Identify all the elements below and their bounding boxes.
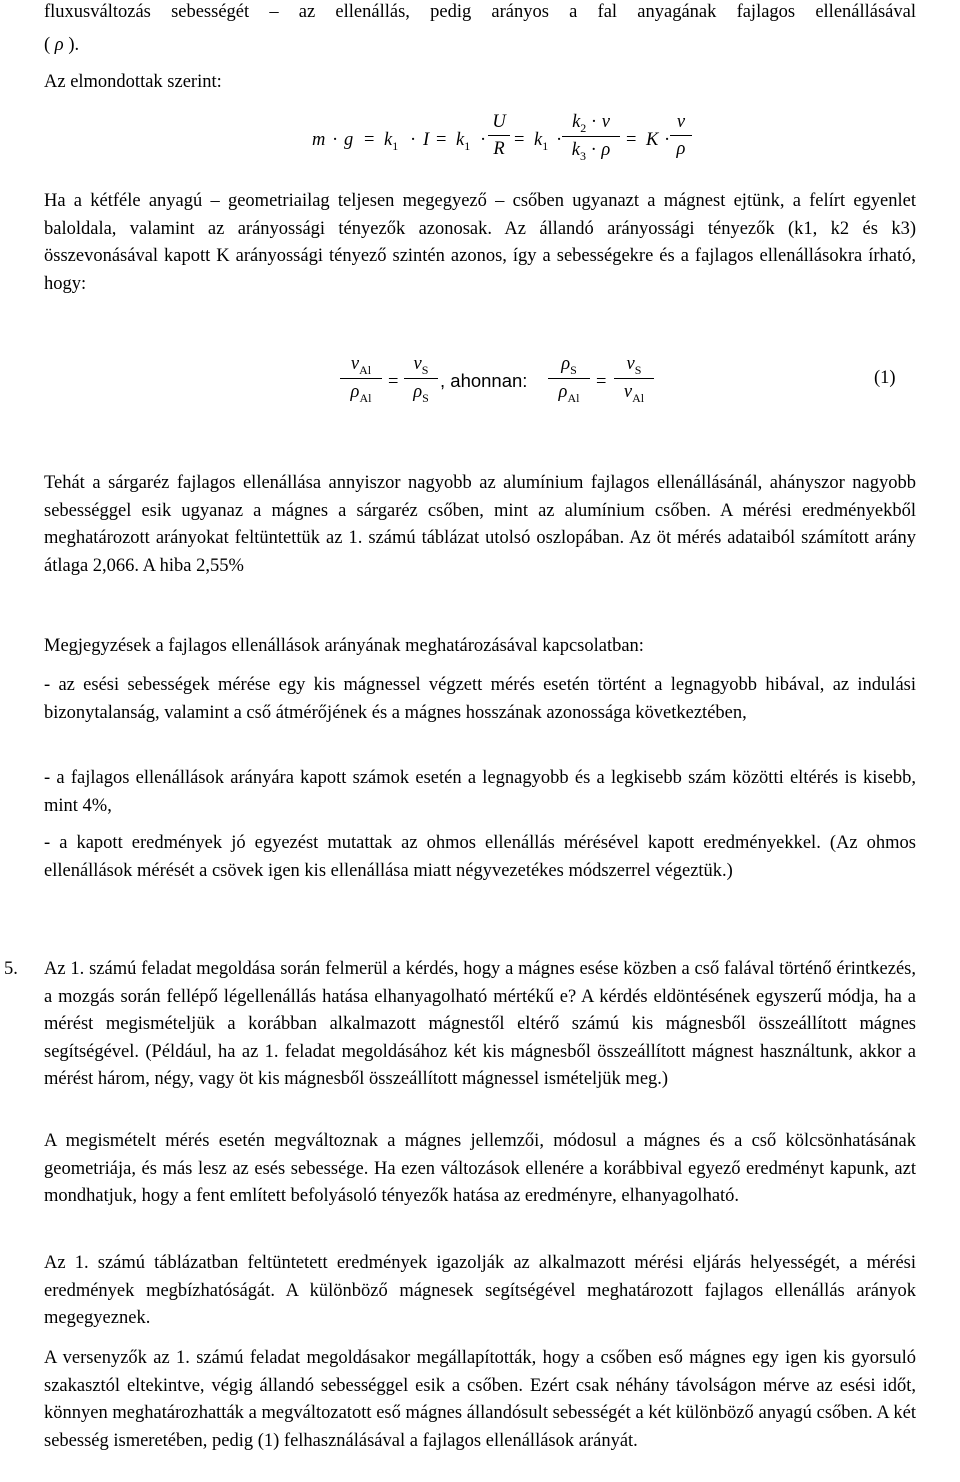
intro-line-3: Az elmondottak szerint: [44,72,222,92]
fraction-vS-over-rhoS: $\frac{v_S}{\rho_S}$ [404,352,438,405]
rho-symbol: ρ [54,35,64,55]
fraction-k2v-over-k3rho: $\frac{k_2 \cdot v}{k_3 \cdot \rho}$ [562,110,620,163]
document-page: fluxusváltozás sebességét – az ellenállás, pedig arányos a fal anyagának fajlagos ellenállásával ( ρ ). Az elmondottak szerint: m · g = $k_1$ · I = $k_1$ · $\frac{U}{R}$ = $k_1$ · $\frac{k_2 \cdot v}{k_3 \cdot \rho}$ = K · $\frac{v}{\rho}$ Ha a kétféle anyagú – geometriailag teljesen megegyező – csőben ugyanazt a mágnest ejtünk, a felírt egyenlet baloldala, valamint az arányossági tényezők azonosak. Az állandó arányossági tényezők (k1, k2 és k3) összevonásával kapott K arányossági tényező szintén azonos, így a sebességekre és a fajlagos ellenállásokra írható, hogy: $v_{Al}$ $\rho_{Al}$ = $\frac{v_S}{\rho_S}$ , ahonnan: $\rho_S$ $\rho_{Al}$ = $v_S$ $v_{Al}$ (1) Tehát a sárgaréz fajlagos ellenállása annyiszor nagyobb az alumínium fajlagos ellenállásánál, ahányszor nagyobb sebességgel esik ugyanaz a mágnes a sárgaréz csőben, mint az alumínium csőben. A mérési eredményekből meghatározott arányokat feltüntettük az 1. számú táblázat utolsó oszlopában. Az öt mérés adataiból számított arány átlaga 2,066. A hiba 2,55% Megjegyzések a fajlagos ellenállások arányának meghatározásával kapcsolatban: - az esési sebességek mérése egy kis mágnessel végzett mérés esetén történt a legnagyobb hibával, az indulási bizonytalanság, valamint a cső átmérőjének és a mágnes hosszának azonossága következtében, - a fajlagos ellenállások arányára kapott számok esetén a legnagyobb és a legkisebb szám közötti eltérés is kisebb, mint 4%, - a kapott eredmények jó egyezést mutattak az ohmos ellenállás mérésével kapott eredményekkel. (Az ohmos ellenállások mérését a csövek igen kis ellenállása miatt négyvezetékes módszerrel végeztük.) 5. Az 1. számú feladat megoldása során felmerül a kérdés, hogy a mágnes esése közben a cső falával történő érintkezés, a mozgás során fellépő légellenállás hatása elhanyagolható mértékű e? A kérdés eldöntésének egyszerű módja, ha a mérést megismételjük a korábban alkalmazott mágnestől eltérő számú kis mágnesből összeállított mágnes segítségével. (Például, ha az 1. feladat megoldásához két kis mágnesből összeállított mágnest használtunk, akkor a mérést három, négy, vagy öt kis mágnesből összeállított mágnessel ismételjük meg.) A megismételt mérés esetén megváltoznak a mágnes jellemzői, módosul a mágnes és a cső kölcsönhatásának geometriája, és más lesz az esés sebessége. Ha ezen változások ellenére a korábbival egyező eredményt kapunk, azt mondhatjuk, hogy a fent említett befolyásoló tényezők hatása az eredményre, elhanyagolható. Az 1. számú táblázatban feltüntetett eredmények igazolják az alkalmazott mérési eljárás helyességét, a mérési eredmények megbízhatóságát. A különböző mágnesek segítségével meghatározott fajlagos ellenállás arányok megegyeznek. A versenyzők az 1. számú feladat megoldásakor megállapították, hogy a csőben eső mágnes egy igen kis gyorsuló szakasztól eltekintve, végig állandó sebességgel esik a csőben. Ezért csak néhány távolságon mérve az esési időt, könnyen meghatározhatták a megváltozatott eső mágnes állandósult sebességét a két különböző anyagú csőben. A két sebesség ismeretében, pedig (1) felhasználásával a fajlagos ellenállások arányát. [0,0,960,1482]
fraction-v-over-rho: $\frac{v}{\rho}$ [670,110,692,161]
fraction-vS-over-vAl: $v_S$ $v_{Al}$ [614,352,654,405]
intro-line-1: fluxusváltozás sebességét – az ellenállás, pedig arányos a fal anyagának fajlagos ellenállásával [44,2,916,22]
paragraph-result: Tehát a sárgaréz fajlagos ellenállása annyiszor nagyobb az alumínium fajlagos ellenállásánál, ahányszor nagyobb sebességgel esik ugyanaz a mágnes a sárgaréz csőben, mint az alumínium csőben. A mérési eredményekből meghatározott arányokat feltüntettük az 1. számú táblázat utolsó oszlopában. Az öt mérés adataiból számított arány átlaga 2,066. A hiba 2,55% [44,473,916,576]
note-item-2: - a fajlagos ellenállások arányára kapott számok esetén a legnagyobb és a legkisebb szám közötti eltérés is kisebb, mint 4%, [44,768,916,816]
section5-paragraph-4: A versenyzők az 1. számú feladat megoldásakor megállapították, hogy a csőben eső mágnes egy igen kis gyorsuló szakasztól eltekintve, végig állandó sebességgel esik a csőben. Ezért csak néhány távolságon mérve az esési időt, könnyen meghatározhatták a megváltozatott eső mágnes állandósult sebességét a két különböző anyagú csőben. A két sebesség ismeretében, pedig (1) felhasználásával a fajlagos ellenállások arányát. [44,1348,916,1451]
note-item-1: - az esési sebességek mérése egy kis mágnessel végzett mérés esetén történt a legnagyobb hibával, az indulási bizonytalanság, valamint a cső átmérőjének és a mágnes hosszának azonossága következtében, [44,675,916,723]
paragraph-identical-tubes: Ha a kétféle anyagú – geometriailag teljesen megegyező – csőben ugyanazt a mágnest ejtünk, a felírt egyenlet baloldala, valamint az arányossági tényezők azonosak. Az állandó arányossági tényezők (k1, k2 és k3) összevonásával kapott K arányossági tényező szintén azonos, így a sebességekre és a fajlagos ellenállásokra írható, hogy: [44,191,916,294]
section5-paragraph-2: A megismételt mérés esetén megváltoznak a mágnes jellemzői, módosul a mágnes és a cső kölcsönhatásának geometriája, és más lesz az esés sebessége. Ha ezen változások ellenére a korábbival egyező eredményt kapunk, azt mondhatjuk, hogy a fent említett befolyásoló tényezők hatása az eredményre, elhanyagolható. [44,1131,916,1207]
intro-line-2: ( ρ ). [44,35,80,55]
fraction-U-over-R: $\frac{U}{R}$ [488,110,510,161]
fraction-rhoS-over-rhoAl: $\rho_S$ $\rho_{Al}$ [548,352,590,405]
note-item-3: - a kapott eredmények jó egyezést mutattak az ohmos ellenállás mérésével kapott eredményekkel. (Az ohmos ellenállások mérését a csövek igen kis ellenállása miatt négyvezetékes módszerrel végeztük.) [44,833,916,881]
section5-paragraph-1: Az 1. számú feladat megoldása során felmerül a kérdés, hogy a mágnes esése közben a cső falával történő érintkezés, a mozgás során fellépő légellenállás hatása elhanyagolható mértékű e? A kérdés eldöntésének egyszerű módja, ha a mérést megismételjük a korábban alkalmazott mágnestől eltérő számú kis mágnesből összeállított mágnes segítségével. (Például, ha az 1. feladat megoldásához két kis mágnesből összeállított mágnest használtunk, akkor a mérést három, négy, vagy öt kis mágnesből összeállított mágnessel ismételjük meg.) [44,959,916,1090]
fraction-vAl-over-rhoAl: $v_{Al}$ $\rho_{Al}$ [340,352,382,405]
section-number: 5. [4,959,18,979]
section5-paragraph-3: Az 1. számú táblázatban feltüntetett eredmények igazolják az alkalmazott mérési eljárás helyességét, a mérési eredmények megbízhatóságát. A különböző mágnesek segítségével meghatározott fajlagos ellenállás arányok megegyeznek. [44,1253,916,1329]
notes-heading: Megjegyzések a fajlagos ellenállások arányának meghatározásával kapcsolatban: [44,636,644,656]
equation-number: (1) [874,368,896,388]
